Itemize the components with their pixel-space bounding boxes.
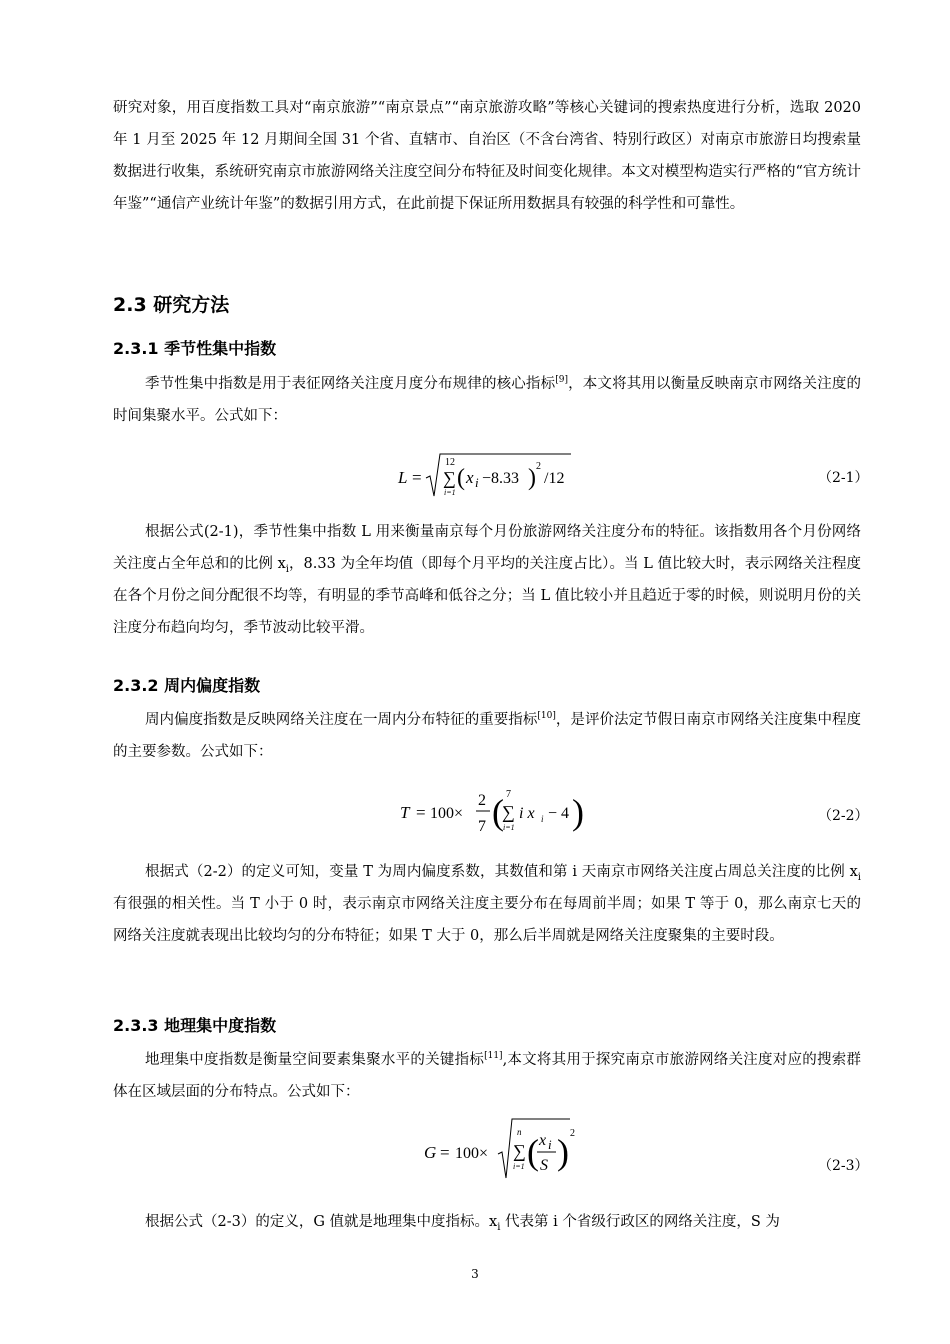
eq1-var-sub: i bbox=[475, 475, 479, 490]
equation-2-2 bbox=[396, 780, 596, 840]
eq1-sum-bottom: i=1 bbox=[444, 488, 456, 497]
paragraph-text: 代表第 i 个省级行政区的网络关注度，S 为 bbox=[500, 1214, 780, 1230]
subscript: i bbox=[285, 563, 289, 575]
citation-ref: [11] bbox=[484, 1051, 503, 1062]
eq2-frac-num: 2 bbox=[478, 792, 486, 809]
eq1-var: x bbox=[466, 468, 474, 487]
paragraph-data-source: 研究对象，用百度指数工具对“南京旅游”“南京景点”“南京旅游攻略”等核心关键词的搜索热度进行分析，选取 2020 年 1 月至 2025 年 12 月期间全国 31 个省、直辖市、自治区（不含台湾省、特别行政区）对南京市旅游日均搜索量数据进行收集，系统研究南京市旅游网络关注度空间分布特征及时间变化规律。本文对模型构造实行严格的“官方统计年鉴”“通信产业统计年鉴”的数据引用方式，在此前提下保证所用数据具有较强的科学性和可靠性。 bbox=[113, 100, 861, 212]
eq1-exp: 2 bbox=[536, 461, 541, 472]
eq2-rparen: ) bbox=[572, 792, 584, 832]
paragraph-geo-intro bbox=[113, 1044, 861, 1108]
paragraph-text: 有很强的相关性。当 T 小于 0 时，表示南京市网络关注度主要分布在每周前半周；如果 T 等于 0，那么南京七天的网络关注度就表现出比较均匀的分布特征；如果 T 大于 0，那么后半周就是网络关注度聚集的主要时段。 bbox=[113, 896, 861, 944]
eq1-div: /12 bbox=[544, 470, 565, 487]
equation-2-1 bbox=[396, 448, 596, 508]
eq1-lparen: ( bbox=[457, 465, 465, 491]
eq2-term: i x bbox=[519, 805, 535, 822]
paragraph-weekly-intro bbox=[113, 704, 861, 768]
paragraph-text: ,本文将其用于探究南京市旅游网络关注度对应的搜索群体在区域层面的分布特点。公式如下： bbox=[113, 1052, 862, 1100]
eq2-equals: = bbox=[416, 803, 426, 822]
paragraph-text: 季节性集中指数是用于表征网络关注度月度分布规律的核心指标 bbox=[145, 376, 556, 392]
heading-2-3-3: 2.3.3 地理集中度指数 bbox=[113, 1016, 277, 1035]
eq1-lhs: L bbox=[398, 468, 408, 487]
paragraph-text: 根据公式(2-1)，季节性集中指数 L 用来衡量南京每个月份旅游网络关注度分布的特征。该指数用各个月份网络关注度占全年总和的比例 x bbox=[113, 524, 861, 572]
eq2-sum-top: 7 bbox=[506, 789, 511, 800]
eq1-sigma: ∑ bbox=[443, 468, 456, 488]
subscript: i bbox=[857, 871, 861, 883]
eq3-rparen: ) bbox=[557, 1132, 569, 1172]
eq2-lhs: T bbox=[400, 803, 410, 822]
paragraph-text: ，是评价法定节假日南京市网络关注度集中程度的主要参数。公式如下： bbox=[113, 712, 862, 760]
eq3-frac-num: x bbox=[539, 1132, 547, 1149]
eq2-frac-den: 7 bbox=[478, 818, 486, 835]
heading-2-3-2: 2.3.2 周内偏度指数 bbox=[113, 676, 261, 695]
eq1-equals: = bbox=[412, 468, 422, 487]
eq3-sum-bottom: i=1 bbox=[513, 1162, 525, 1171]
heading-2-3: 2.3 研究方法 bbox=[113, 294, 230, 316]
paragraph-text: ，本文将其用以衡量反映南京市网络关注度的时间集聚水平。公式如下： bbox=[113, 376, 862, 424]
paragraph-text: ，8.33 为全年均值（即每个月平均的关注度占比）。当 L 值比较大时，表示网络关注程度在各个月份之间分配很不均等，有明显的季节高峰和低谷之分；当 L 值比较小并且趋近于零的时候，则说明月份的关注度分布趋向均匀，季节波动比较平滑。 bbox=[113, 556, 861, 636]
eq2-lparen: ( bbox=[492, 792, 504, 832]
eq1-minus: −8.33 bbox=[482, 470, 520, 487]
heading-2-3-1: 2.3.1 季节性集中指数 bbox=[113, 339, 277, 358]
eq2-term-sub: i bbox=[541, 814, 544, 824]
paragraph-text: 周内偏度指数是反映网络关注度在一周内分布特征的重要指标 bbox=[145, 712, 538, 728]
paragraph-text: 根据公式（2-3）的定义，G 值就是地理集中度指标。x bbox=[145, 1214, 498, 1230]
eq1-rparen: ) bbox=[528, 465, 536, 491]
eq3-lparen: ( bbox=[527, 1132, 539, 1172]
eq3-lhs: G bbox=[424, 1143, 437, 1162]
equation-number-2-1: （2-1） bbox=[818, 470, 869, 486]
eq3-sigma: ∑ bbox=[513, 1141, 526, 1161]
eq3-coef: 100× bbox=[455, 1145, 489, 1162]
paragraph-weekly-explain bbox=[113, 856, 861, 952]
equation-number-2-3: （2-3） bbox=[818, 1158, 869, 1174]
citation-ref: [9] bbox=[555, 375, 568, 386]
eq2-minus: − 4 bbox=[548, 805, 570, 822]
eq3-sum-top: n bbox=[517, 1127, 522, 1137]
paragraph-text: 根据式（2-2）的定义可知，变量 T 为周内偏度系数，其数值和第 i 天南京市网络关注度占周总关注度的比例 x bbox=[145, 864, 858, 880]
eq3-frac-den: S bbox=[540, 1157, 548, 1174]
eq3-exp: 2 bbox=[570, 1128, 575, 1139]
page-number: 3 bbox=[471, 1267, 479, 1281]
subscript: i bbox=[497, 1221, 501, 1233]
equation-number-2-2: （2-2） bbox=[818, 808, 869, 824]
equation-2-3 bbox=[420, 1114, 590, 1186]
paragraph-seasonal-intro bbox=[113, 368, 861, 432]
eq3-frac-num-sub: i bbox=[548, 1137, 552, 1152]
paragraph-geo-explain bbox=[113, 1206, 861, 1238]
citation-ref: [10] bbox=[537, 711, 556, 722]
eq2-coef: 100× bbox=[430, 805, 464, 822]
eq2-sum-bottom: i=1 bbox=[503, 823, 515, 832]
eq3-equals: = bbox=[440, 1143, 450, 1162]
eq2-sigma: ∑ bbox=[502, 802, 515, 822]
paragraph-seasonal-explain bbox=[113, 516, 861, 644]
eq1-sum-top: 12 bbox=[445, 457, 455, 468]
paragraph-text: 地理集中度指数是衡量空间要素集聚水平的关键指标 bbox=[145, 1052, 485, 1068]
